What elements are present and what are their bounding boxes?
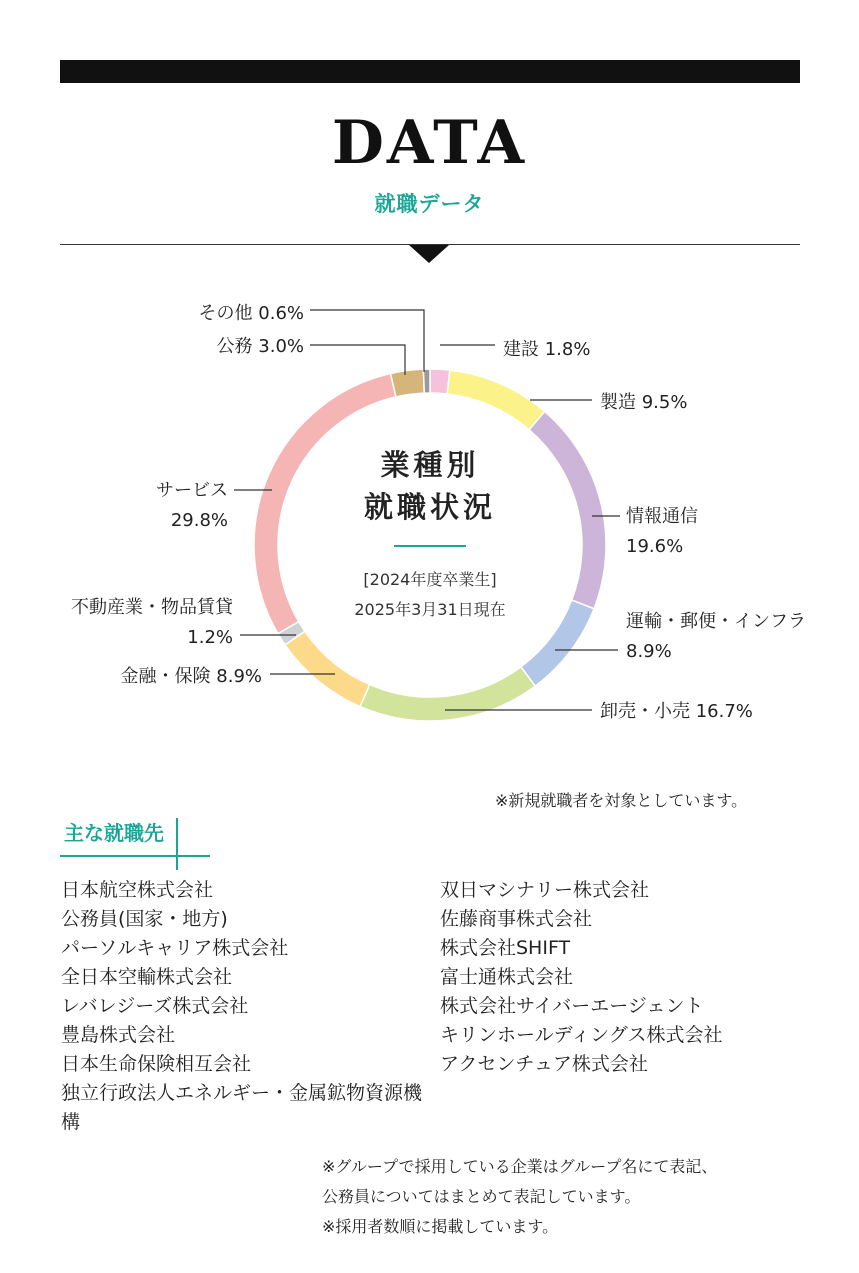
note-line: ※グループで採用している企業はグループ名にて表記、 xyxy=(322,1157,718,1176)
page-title: DATA xyxy=(331,108,528,178)
list-item: 佐藤商事株式会社 xyxy=(440,908,593,930)
note-line: ※採用者数順に掲載しています。 xyxy=(322,1217,559,1236)
page-subtitle: 就職データ xyxy=(374,192,485,216)
employers-heading: 主な就職先 xyxy=(64,818,178,870)
list-item: 日本航空株式会社 xyxy=(61,879,214,901)
list-item: 全日本空輸株式会社 xyxy=(61,966,233,988)
notes xyxy=(322,1152,717,1242)
list-item: 双日マシナリー株式会社 xyxy=(440,879,650,901)
slice-label: 運輸・郵便・インフラ 8.9% xyxy=(626,611,806,662)
slice-label: 卸売・小売 16.7% xyxy=(600,701,753,722)
footnote-new-graduates: ※新規就職者を対象としています。 xyxy=(495,791,748,810)
list-item: アクセンチュア株式会社 xyxy=(440,1053,648,1075)
donut-slice xyxy=(285,631,370,706)
list-item: キリンホールディングス株式会社 xyxy=(440,1024,723,1046)
slice-label: その他 0.6% xyxy=(198,303,304,324)
slice-label: 金融・保険 8.9% xyxy=(120,666,262,687)
list-item: 株式会社サイバーエージェント xyxy=(440,995,704,1017)
leader-line xyxy=(310,345,405,375)
slice-label: 不動産業・物品賃貸 1.2% xyxy=(71,597,233,648)
top-bar xyxy=(60,60,800,83)
slice-label: 建設 1.8% xyxy=(503,339,591,360)
chart-center-note: [2024年度卒業生] xyxy=(363,570,497,589)
chart-center-title: 業種別 xyxy=(380,448,480,482)
leader-line xyxy=(310,310,424,372)
donut-slice xyxy=(391,369,425,397)
list-item: 株式会社SHIFT xyxy=(440,937,571,959)
donut-slice xyxy=(423,369,430,393)
slice-label: 公務 3.0% xyxy=(216,336,304,357)
chart-center-title: 就職状況 xyxy=(363,490,497,524)
down-arrow-icon xyxy=(409,245,449,263)
list-item: 富士通株式会社 xyxy=(440,966,574,988)
employers-heading-underline xyxy=(60,855,210,857)
donut-slice xyxy=(360,667,535,721)
list-item: 独立行政法人エネルギー・金属鉱物資源機構 xyxy=(61,1082,423,1133)
note-line: 公務員についてはまとめて表記しています。 xyxy=(322,1187,641,1206)
slice-label: サービス 29.8% xyxy=(156,480,228,531)
donut-slice xyxy=(521,600,594,686)
list-item: レバレジーズ株式会社 xyxy=(61,995,249,1017)
chart-center-note: 2025年3月31日現在 xyxy=(354,600,506,619)
list-item: 日本生命保険相互会社 xyxy=(61,1053,252,1075)
slice-label: 情報通信 19.6% xyxy=(626,506,698,557)
industry-donut-chart xyxy=(0,270,859,740)
list-item: 豊島株式会社 xyxy=(61,1024,176,1046)
employers-list-right xyxy=(440,876,840,1079)
list-item: パーソルキャリア株式会社 xyxy=(61,937,289,959)
employers-list-left xyxy=(61,876,431,1137)
slice-label: 製造 9.5% xyxy=(600,392,688,413)
list-item: 公務員(国家・地方) xyxy=(61,908,228,930)
donut-slice xyxy=(529,412,606,609)
